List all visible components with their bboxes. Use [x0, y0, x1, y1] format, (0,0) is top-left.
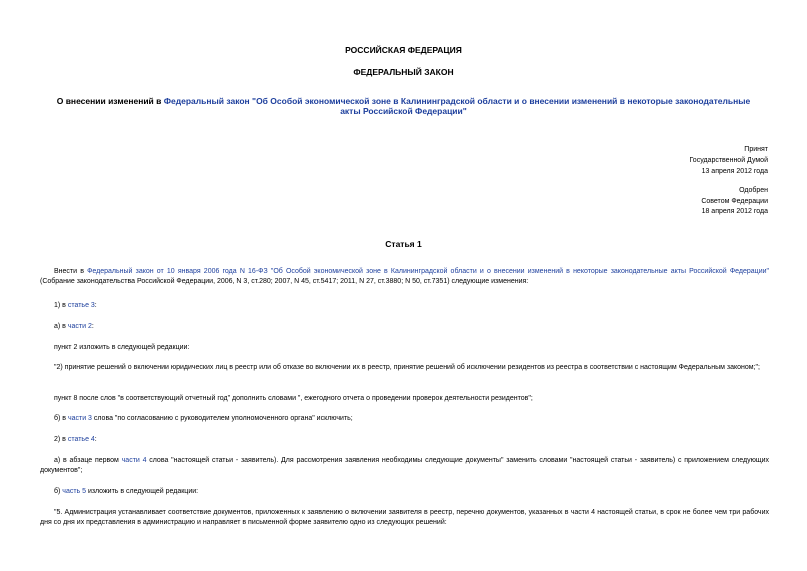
paragraph-item-2b: [40, 487, 769, 497]
duma-date: 13 апреля 2012 года: [701, 168, 768, 175]
amended-law-link[interactable]: Федеральный закон "Об Особой экономической зоне в Калининградской области и о внесении изменений в некоторые законодательные: [163, 96, 751, 106]
item-2b-prefix: б): [54, 488, 63, 495]
item-2a-suffix: слова "настоящей статьи - заявитель). Для рассмотрения заявления необходимы следующие документы" заменить словами "настоящей статьи - заявитель) с приложением следующих документов";: [40, 457, 769, 474]
part-5-link[interactable]: часть 5: [62, 488, 87, 495]
adopted-label: Принят: [744, 146, 768, 153]
paragraph-intro: [40, 267, 769, 287]
federal-law-16fz-link[interactable]: Федеральный закон от 10 января 2006 года N 16-ФЗ "Об Особой экономической зоне в Калининградской области и о внесении изменений в некоторые законодательные акты Российской Федерации": [87, 268, 769, 275]
item-1a-prefix: а) в: [54, 323, 68, 330]
law-type-heading: ФЕДЕРАЛЬНЫЙ ЗАКОН: [353, 67, 454, 77]
amended-law-link-line2[interactable]: акты Российской Федерации": [340, 106, 467, 116]
item-2-suffix: :: [94, 436, 97, 443]
approved-by-council: Советом Федерации: [701, 198, 768, 205]
article-heading: Статья 1: [385, 239, 422, 249]
paragraph-point-2-text: "2) принятие решений о включении юридических лиц в реестр или об отказе во включении их в реестр, принятие решений об исключении резидентов из реестра в соответствии с настоящим Федеральным законом;";: [54, 364, 760, 371]
intro-prefix: Внести в: [54, 268, 88, 275]
council-date: 18 апреля 2012 года: [701, 208, 768, 215]
item-1-suffix: :: [94, 302, 97, 309]
item-1a-suffix: :: [91, 323, 94, 330]
paragraph-item-1a: [40, 322, 769, 332]
intro-suffix: (Собрание законодательства Российской Федерации, 2006, N 3, ст.280; 2007, N 45, ст.5417; 2011, N 27, ст.3880; N 50, ст.7351) следующие изменения:: [40, 278, 529, 285]
approved-label: Одобрен: [739, 187, 768, 194]
paragraph-point-8: пункт 8 после слов "в соответствующий отчетный год" дополнить словами ", ежегодного отчета о проведении проверок деятельности резидентов";: [54, 395, 533, 402]
adopted-by-duma: Государственной Думой: [689, 157, 768, 164]
part-2-link[interactable]: части 2: [67, 323, 92, 330]
part-3-link[interactable]: части 3: [67, 415, 92, 422]
title-prefix: О внесении изменений в: [56, 96, 164, 106]
item-1b-suffix: слова "по согласованию с руководителем уполномоченного органа" исключить;: [91, 415, 353, 422]
article-4-link[interactable]: статье 4: [67, 436, 95, 443]
paragraph-item-1b: [40, 414, 769, 424]
article-3-link[interactable]: статье 3: [67, 302, 95, 309]
paragraph-item-1: [40, 301, 769, 311]
item-1b-prefix: б) в: [54, 415, 68, 422]
paragraph-item-2: [40, 435, 769, 445]
law-title: [0, 96, 807, 106]
item-2b-suffix: изложить в следующей редакции:: [86, 488, 199, 495]
item-2a-prefix: а) в абзаце первом: [54, 457, 122, 464]
paragraph-point-2: пункт 2 изложить в следующей редакции:: [54, 344, 190, 351]
item-2-prefix: 2) в: [54, 436, 68, 443]
country-heading: РОССИЙСКАЯ ФЕДЕРАЦИЯ: [345, 45, 462, 55]
paragraph-part-5-text: "5. Администрация устанавливает соответствие документов, приложенных к заявлению о включении заявителя в реестр, перечню документов, указанных в части 4 настоящей статьи, в срок не более чем три рабочих дня со дня их представления в администрацию и направляет в письменной форме заявителю одно из следующих решений:: [40, 509, 769, 526]
item-1-prefix: 1) в: [54, 302, 68, 309]
paragraph-item-2a: [40, 456, 769, 476]
part-4-link[interactable]: части 4: [121, 457, 147, 464]
law-title-line2: [0, 106, 807, 116]
